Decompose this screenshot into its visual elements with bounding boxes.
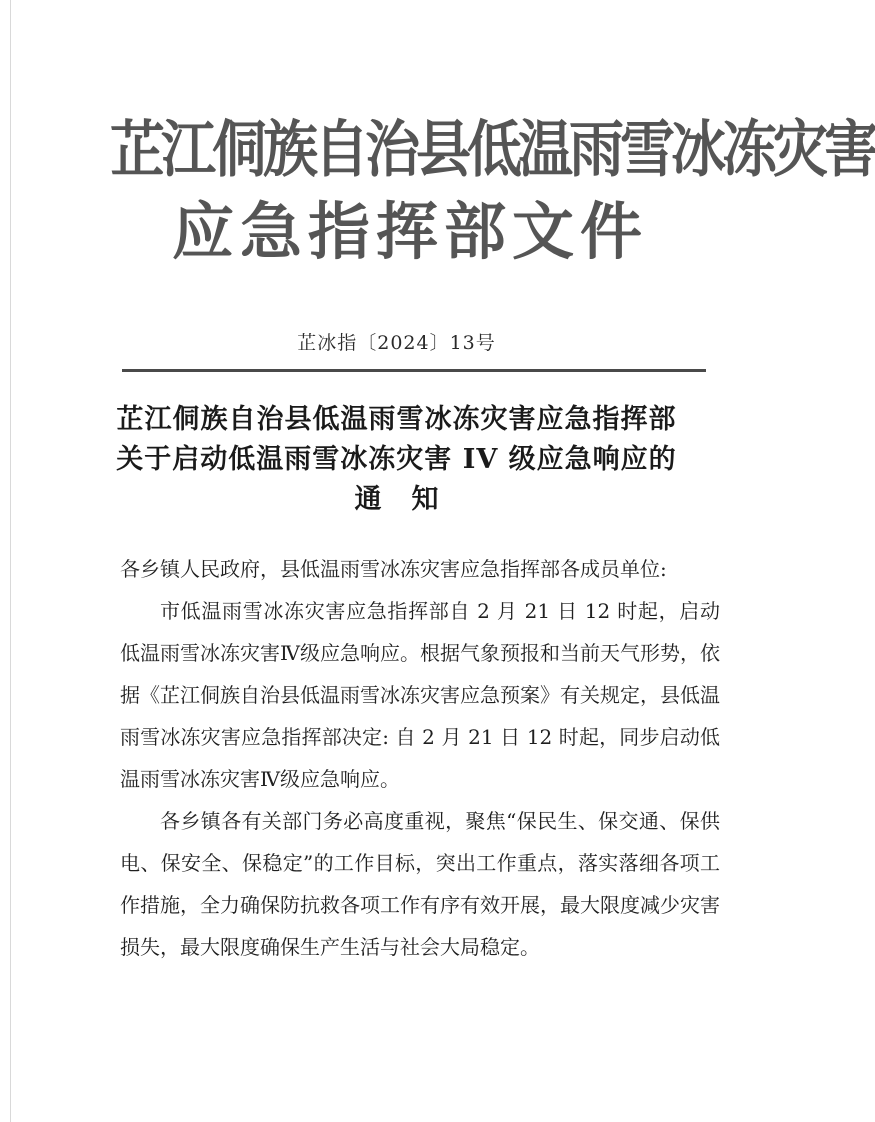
notice-title-line1: 芷江侗族自治县低温雨雪冰冻灾害应急指挥部 <box>116 404 677 435</box>
header-divider <box>122 369 706 372</box>
document-header <box>110 108 875 270</box>
notice-title-line2: 关于启动低温雨雪冰冻灾害 IV 级应急响应的 <box>116 444 677 475</box>
document-number: 芷冰指〔2024〕13号 <box>297 332 496 354</box>
body-paragraph-2: 各乡镇各有关部门务必高度重视，聚焦“保民生、保交通、保供电、保安全、保稳定”的工作目标，突出工作重点，落实落细各项工作措施，全力确保防抗救各项工作有序有效开展，最大限度减少灾害损失，最大限度确保生产生活与社会大局稳定。 <box>120 809 720 959</box>
scan-edge-line <box>10 0 11 1122</box>
header-document-type-line: 应急指挥部文件 <box>171 195 648 268</box>
notice-title-line3: 通知 <box>354 484 469 515</box>
body-paragraph-1: 市低温雨雪冰冻灾害应急指挥部自 2 月 21 日 12 时起，启动低温雨雪冰冻灾害Ⅳ级应急响应。根据气象预报和当前天气形势，依据《芷江侗族自治县低温雨雪冰冻灾害应急预案》有关规定，县低温雨雪冰冻灾害应急指挥部决定: 自 2 月 21 日 12 时起，同步启动低温雨雪冰冻灾害Ⅳ级应急响应。 <box>120 599 720 791</box>
notice-title <box>0 400 793 520</box>
addressee: 各乡镇人民政府，县低温雨雪冰冻灾害应急指挥部各成员单位: <box>120 557 667 581</box>
header-issuer-line: 芷江侗族自治县低温雨雪冰冻灾害 <box>110 113 875 185</box>
notice-body <box>120 548 720 968</box>
